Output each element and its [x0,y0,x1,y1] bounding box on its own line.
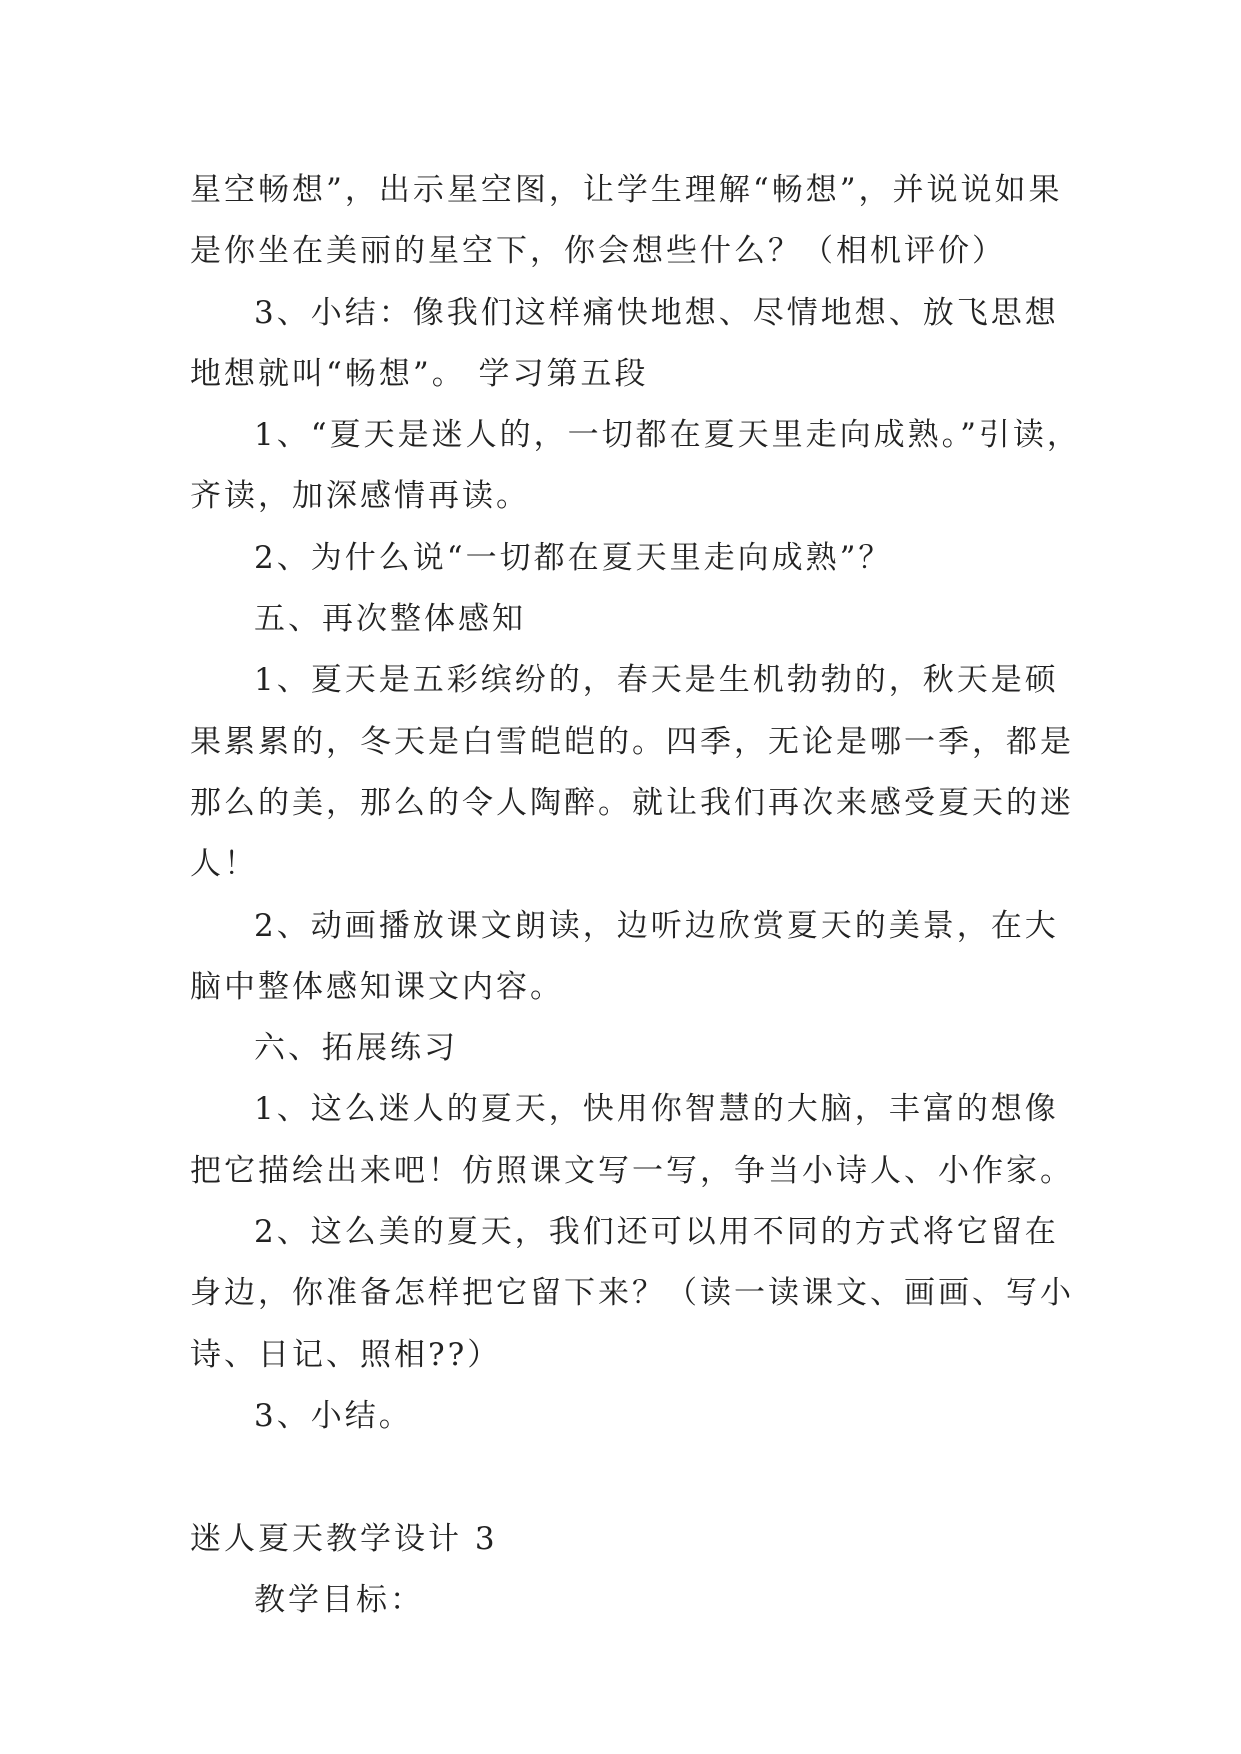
text-line: 1、夏天是五彩缤纷的，春天是生机勃勃的，秋天是硕 [254,662,1059,699]
text-line: 诗、日记、照相??） [190,1336,502,1373]
text-line: 1、这么迷人的夏天，快用你智慧的大脑，丰富的想像 [254,1091,1059,1128]
text-line: 齐读，加深感情再读。 [190,478,530,515]
text-line: 3、小结。 [254,1397,413,1434]
text-line: 2、为什么说“一切都在夏天里走向成熟”？ [254,539,893,576]
text-line: 地想就叫“畅想”。 学习第五段 [190,355,649,392]
section-heading: 五、再次整体感知 [254,601,526,638]
sub-heading: 教学目标： [254,1581,424,1618]
text-line: 2、这么美的夏天，我们还可以用不同的方式将它留在 [254,1214,1059,1251]
text-line: 星空畅想”，出示星空图，让学生理解“畅想”，并说说如果 [190,172,1063,208]
text-line: 果累累的，冬天是白雪皑皑的。四季，无论是哪一季，都是 [190,723,1074,760]
text-line: 2、动画播放课文朗读，边听边欣赏夏天的美景，在大 [254,907,1059,944]
text-line: 1、“夏天是迷人的，一切都在夏天里走向成熟。”引读， [254,417,1081,454]
section-title: 迷人夏天教学设计 3 [190,1520,498,1557]
section-heading: 六、拓展练习 [254,1030,458,1067]
blank-line [190,1447,1070,1508]
text-line: 身边，你准备怎样把它留下来？（读一读课文、画画、写小 [190,1275,1074,1312]
text-line: 那么的美，那么的令人陶醉。就让我们再次来感受夏天的迷 [190,784,1074,821]
document-body [190,160,1081,1631]
text-line: 脑中整体感知课文内容。 [190,968,564,1005]
text-line: 把它描绘出来吧！仿照课文写一写，争当小诗人、小作家。 [190,1152,1074,1189]
text-line: 是你坐在美丽的星空下，你会想些什么？（相机评价） [190,233,1006,270]
text-line: 3、小结：像我们这样痛快地想、尽情地想、放飞思想 [254,294,1059,331]
text-line: 人！ [190,846,258,883]
